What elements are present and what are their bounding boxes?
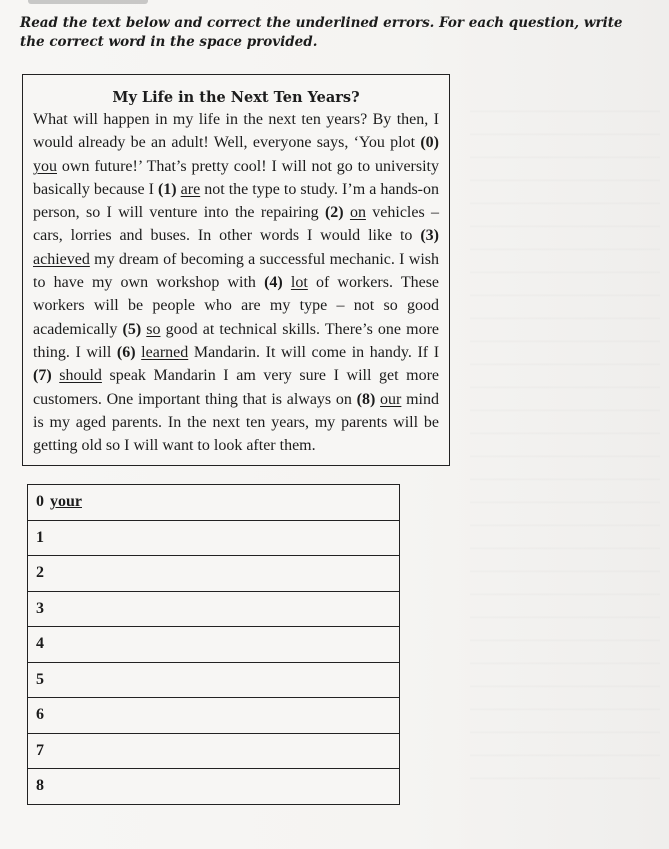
answer-row xyxy=(28,769,400,805)
instructions-text: Read the text below and correct the underlined errors. For each question, write the correct word in the space provided. xyxy=(20,15,623,50)
underlined-error: should xyxy=(59,367,102,385)
underlined-error: our xyxy=(380,390,402,408)
passage-text: mind is my aged parents. In the next ten years, my parents will be getting old so I will want to look after them. xyxy=(33,390,440,455)
underlined-error: lot xyxy=(290,274,308,292)
answer-row xyxy=(28,627,400,663)
passage-text: vehicles – cars, lorries and buses. In other words I would like to xyxy=(33,204,440,245)
answer-number: 8 xyxy=(36,777,44,795)
passage-text: of workers. These workers will be people who are my type – not so good academically xyxy=(33,274,440,338)
answer-number: 3 xyxy=(36,599,44,617)
answer-number: 1 xyxy=(36,528,44,546)
passage-text: speak Mandarin I am very sure I will get more customers. One important thing that is always on xyxy=(33,367,440,408)
answer-cell-example xyxy=(28,485,400,521)
answer-number: 2 xyxy=(36,564,44,582)
answer-number: 5 xyxy=(36,670,44,688)
answer-number: 4 xyxy=(36,635,44,653)
answer-row xyxy=(28,662,400,698)
question-number: (2) xyxy=(324,204,344,222)
answer-cell[interactable] xyxy=(28,769,400,805)
question-number: (7) xyxy=(33,367,52,385)
answer-cell[interactable] xyxy=(28,733,400,769)
underlined-error: on xyxy=(349,204,366,222)
answer-cell[interactable] xyxy=(28,698,400,734)
passage-body xyxy=(33,108,439,457)
example-answer: your xyxy=(50,493,82,511)
underlined-error: are xyxy=(180,180,201,198)
passage-text: own future!’ That’s pretty cool! I will not go to university basically because I xyxy=(33,157,439,198)
question-number: (3) xyxy=(420,227,439,245)
answer-cell[interactable] xyxy=(28,627,400,663)
answer-cell[interactable] xyxy=(28,520,400,556)
top-edge-rule xyxy=(28,0,148,4)
answer-number: 6 xyxy=(36,706,44,724)
question-number: (8) xyxy=(356,390,376,408)
question-number: (6) xyxy=(116,343,136,361)
answer-row xyxy=(28,733,400,769)
bleed-through-shadow xyxy=(470,90,660,790)
passage-text: What will happen in my life in the next ten years? By then, I would already be an adult! Well, everyone says, ‘You plot xyxy=(33,111,439,152)
answer-cell[interactable] xyxy=(28,662,400,698)
passage-text: not the type to study. I’m a hands-on person, so I will venture into the repairing xyxy=(33,180,439,222)
underlined-error: learned xyxy=(141,343,189,361)
answer-table xyxy=(27,484,400,805)
passage-text: Mandarin. It will come in handy. If I xyxy=(188,343,440,361)
passage-box xyxy=(22,74,450,466)
underlined-error: so xyxy=(146,320,161,338)
question-number: (5) xyxy=(122,320,142,338)
answer-row xyxy=(28,556,400,592)
answer-row-example xyxy=(28,485,400,521)
passage-text xyxy=(283,274,291,291)
passage-text: my dream of becoming a successful mechanic. I wish to have my own workshop with xyxy=(33,250,439,292)
answer-row xyxy=(28,520,400,556)
answer-cell[interactable] xyxy=(28,591,400,627)
answer-row xyxy=(28,698,400,734)
question-number: (0) xyxy=(420,134,439,152)
question-number: (1) xyxy=(157,180,177,198)
passage-title: My Life in the Next Ten Years? xyxy=(112,89,360,106)
passage-text: good at technical skills. There’s one more thing. I will xyxy=(33,320,439,361)
answer-row xyxy=(28,591,400,627)
question-number: (4) xyxy=(264,274,283,292)
underlined-error: achieved xyxy=(33,250,90,268)
answer-number: 7 xyxy=(36,741,44,759)
answer-number: 0 xyxy=(36,493,44,511)
underlined-error: you xyxy=(33,157,57,175)
answer-cell[interactable] xyxy=(28,556,400,592)
